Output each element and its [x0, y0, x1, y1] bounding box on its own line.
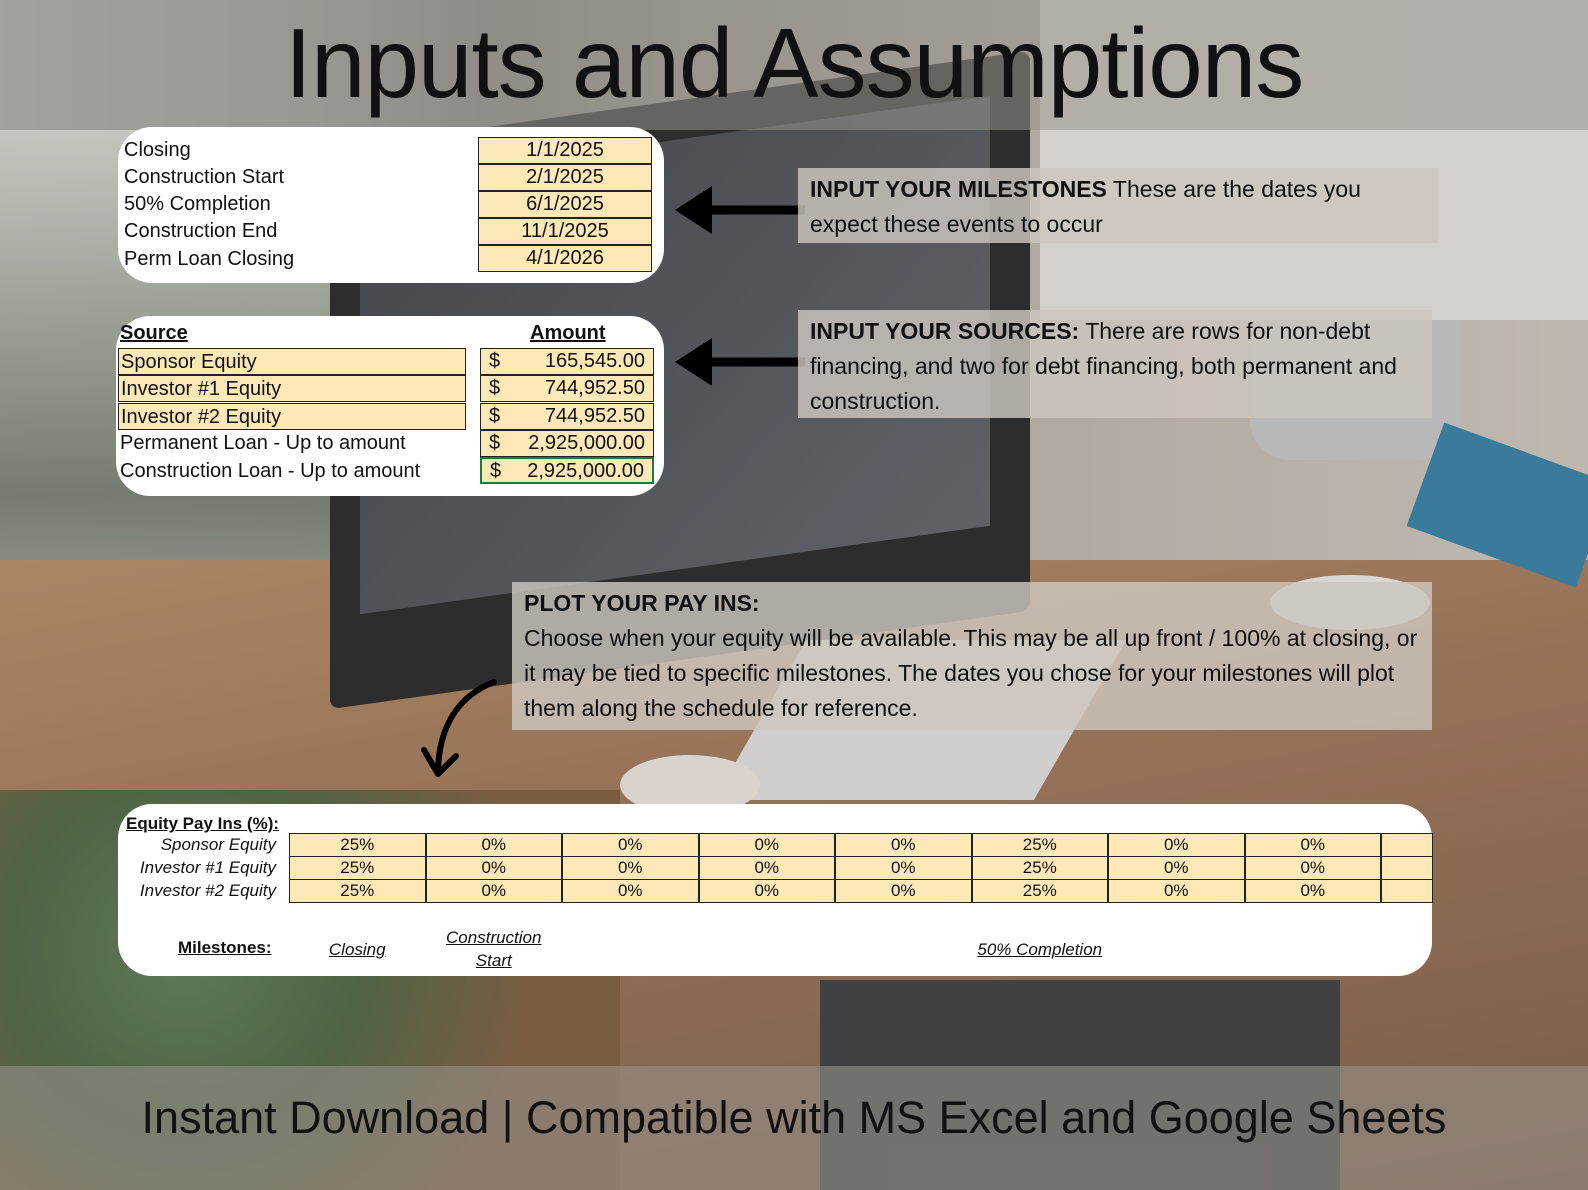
milestone-marker: Construction Start [446, 928, 542, 970]
equity-payin-input[interactable] [1381, 833, 1433, 857]
currency-symbol: $ [489, 377, 501, 399]
milestones-row-label: Milestones: [178, 938, 272, 957]
equity-payin-input[interactable]: 0% [699, 856, 836, 880]
source-label: Permanent Loan - Up to amount [120, 432, 406, 454]
equity-payin-input[interactable]: 0% [1108, 833, 1245, 857]
sources-callout [798, 310, 1432, 418]
amount-input[interactable] [480, 403, 654, 430]
equity-payin-input[interactable]: 0% [1245, 833, 1382, 857]
arrow-left-icon [670, 332, 810, 392]
equity-payins-title: Equity Pay Ins (%): [126, 814, 280, 833]
amount-input[interactable] [480, 375, 654, 402]
amount-value: 744,952.50 [544, 405, 645, 427]
equity-payin-input[interactable]: 25% [972, 879, 1109, 903]
amount-input-selected[interactable] [480, 457, 654, 484]
milestone-label: Construction Start [124, 166, 285, 188]
source-label-input[interactable]: Investor #1 Equity [118, 375, 466, 402]
equity-row-label: Investor #2 Equity [139, 881, 276, 900]
callout-text: Choose when your equity will be available. This may be all up front / 100% at closing, or it may be tied to specific milestones. The dates you chose for your milestones will plot them along the schedule for reference. [524, 625, 1418, 721]
callout-heading: INPUT YOUR MILESTONES [810, 176, 1107, 202]
footer-text: Instant Download | Compatible with MS Excel and Google Sheets [141, 1092, 1447, 1143]
source-label-input[interactable]: Sponsor Equity [118, 348, 466, 375]
equity-payin-input[interactable]: 25% [289, 833, 426, 857]
callout-heading: INPUT YOUR SOURCES: [810, 318, 1080, 344]
amount-value: 744,952.50 [544, 377, 645, 399]
arrow-left-icon [670, 180, 810, 240]
currency-symbol: $ [489, 350, 501, 372]
milestone-date-input[interactable]: 11/1/2025 [478, 218, 652, 245]
callout-text: There are rows for non-debt financing, and two for debt financing, both permanent and construction. [810, 318, 1397, 414]
equity-payin-input[interactable]: 0% [426, 833, 563, 857]
equity-payin-input[interactable]: 0% [562, 833, 699, 857]
milestone-marker: Closing [328, 940, 386, 959]
equity-payin-input[interactable]: 0% [699, 833, 836, 857]
source-label-input[interactable]: Investor #2 Equity [118, 403, 466, 430]
amount-value: 2,925,000.00 [527, 460, 644, 482]
currency-symbol: $ [490, 460, 502, 482]
equity-payin-input[interactable]: 0% [1108, 856, 1245, 880]
milestone-label: 50% Completion [124, 193, 271, 215]
milestone-label: Perm Loan Closing [124, 248, 295, 270]
equity-payin-input[interactable] [1381, 856, 1433, 880]
page-title: Inputs and Assumptions [284, 8, 1304, 118]
equity-payin-input[interactable]: 0% [699, 879, 836, 903]
milestone-date-input[interactable]: 6/1/2025 [478, 191, 652, 218]
milestone-marker: 50% Completion [977, 940, 1103, 959]
equity-payin-input[interactable] [1381, 879, 1433, 903]
equity-payin-input[interactable]: 0% [426, 879, 563, 903]
amount-input[interactable] [480, 430, 654, 457]
equity-row-label: Investor #1 Equity [139, 858, 276, 877]
equity-payin-input[interactable]: 0% [835, 856, 972, 880]
equity-row-label: Sponsor Equity [160, 835, 276, 854]
milestone-label: Closing [124, 139, 191, 161]
milestone-date-input[interactable]: 4/1/2026 [478, 245, 652, 272]
equity-payin-input[interactable]: 25% [972, 856, 1109, 880]
equity-payin-input[interactable]: 0% [1245, 879, 1382, 903]
equity-payin-input[interactable]: 0% [426, 856, 563, 880]
equity-payin-input[interactable]: 25% [972, 833, 1109, 857]
amount-input[interactable] [480, 348, 654, 375]
amount-column-header: Amount [530, 322, 606, 344]
curved-arrow-icon [418, 676, 508, 786]
payins-callout [512, 582, 1432, 730]
milestone-date-input[interactable]: 1/1/2025 [478, 137, 652, 164]
milestones-callout [798, 168, 1438, 243]
amount-value: 165,545.00 [544, 350, 645, 372]
milestone-date-input[interactable]: 2/1/2025 [478, 164, 652, 191]
amount-value: 2,925,000.00 [528, 432, 645, 454]
equity-payin-input[interactable]: 0% [562, 879, 699, 903]
equity-payin-input[interactable]: 0% [835, 879, 972, 903]
callout-heading: PLOT YOUR PAY INS: [524, 590, 760, 616]
equity-payin-input[interactable]: 0% [835, 833, 972, 857]
callout-text: These are the dates you expect these events to occur [810, 176, 1361, 237]
source-label: Construction Loan - Up to amount [120, 460, 421, 482]
equity-payin-input[interactable]: 0% [1108, 879, 1245, 903]
equity-payin-input[interactable]: 25% [289, 856, 426, 880]
currency-symbol: $ [489, 405, 501, 427]
equity-payin-input[interactable]: 0% [562, 856, 699, 880]
milestone-label: Construction End [124, 220, 278, 242]
source-column-header: Source [120, 322, 188, 344]
currency-symbol: $ [489, 432, 501, 454]
equity-payin-input[interactable]: 0% [1245, 856, 1382, 880]
equity-payin-input[interactable]: 25% [289, 879, 426, 903]
